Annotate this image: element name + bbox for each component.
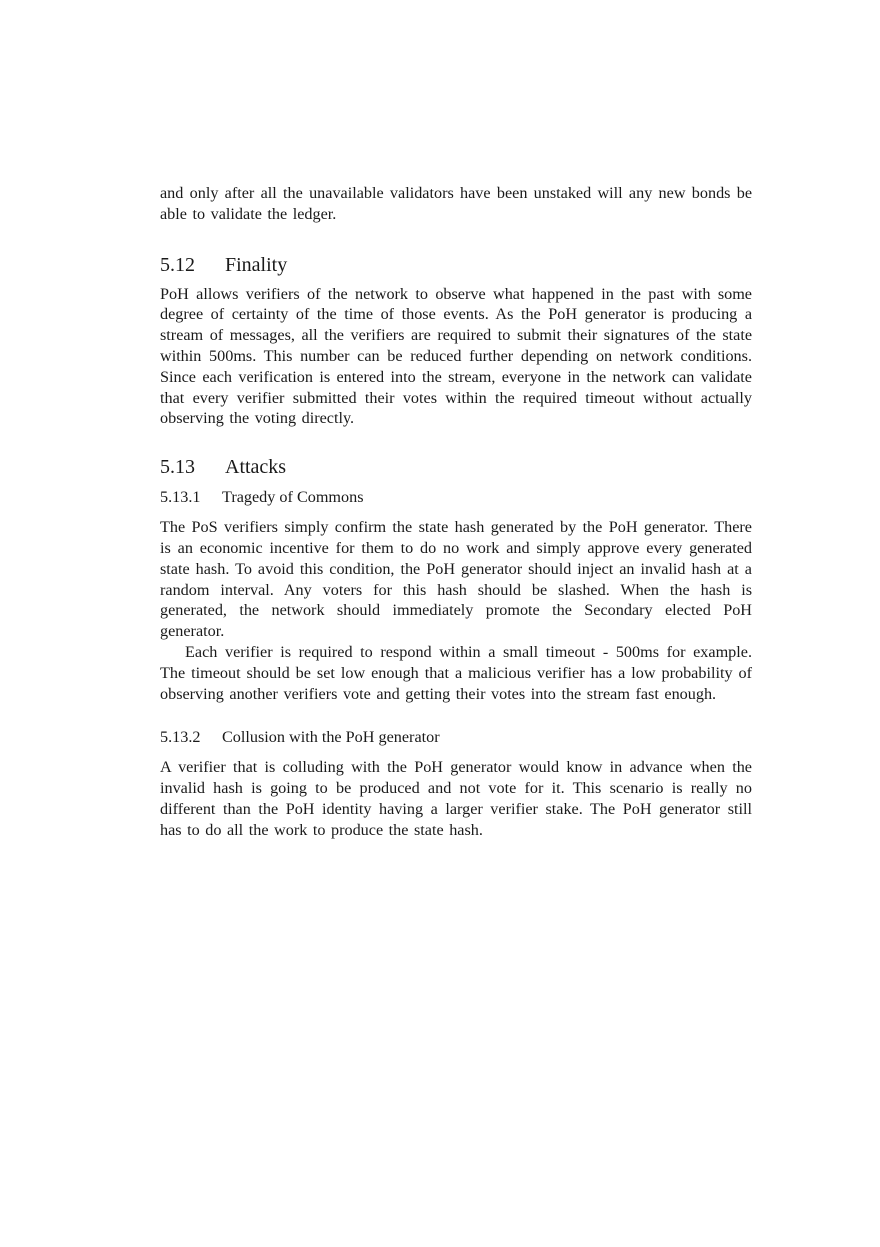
section-title: Attacks: [225, 456, 287, 479]
subsection-heading-tragedy: [160, 487, 752, 507]
collusion-paragraph: A verifier that is colluding with the PoH generator would know in advance when the invalid hash is going to be produced and not vote for it. This scenario is really no different than the PoH identity having a larger verifier stake. The PoH generator still has to do all the work to produce the state hash.: [160, 758, 752, 839]
subsection-number: 5.13.1: [160, 488, 201, 507]
page-content: [160, 183, 752, 841]
section-heading-finality: [160, 253, 752, 277]
subsection-title: Tragedy of Commons: [222, 488, 364, 507]
subsection-heading-collusion: [160, 727, 752, 747]
section-title: Finality: [225, 253, 288, 276]
tragedy-paragraph-1: The PoS verifiers simply confirm the state hash generated by the PoH generator. There is an economic incentive for them to do no work and simply approve every generated state hash. To avoid this condition, the PoH generator should inject an invalid hash at a random interval. Any voters for this hash should be slashed. When the hash is generated, the network should immediately promote the Secondary elected PoH generator.: [160, 518, 752, 641]
finality-paragraph: PoH allows verifiers of the network to observe what happened in the past with some degree of certainty of the time of those events. As the PoH generator is producing a stream of messages, all the verifiers are required to submit their signatures of the state within 500ms. This number can be reduced further depending on network conditions. Since each verification is entered into the stream, everyone in the network can validate that every verifier submitted their votes within the required timeout without actually observing the voting directly.: [160, 284, 752, 428]
subsection-title: Collusion with the PoH generator: [222, 728, 440, 747]
section-number: 5.13: [160, 456, 195, 479]
section-number: 5.12: [160, 253, 195, 276]
section-heading-attacks: [160, 455, 752, 479]
intro-paragraph: and only after all the unavailable validators have been unstaked will any new bonds be able to validate the ledger.: [160, 184, 752, 223]
subsection-number: 5.13.2: [160, 728, 201, 747]
tragedy-paragraph-2: Each verifier is required to respond within a small timeout - 500ms for example. The timeout should be set low enough that a malicious verifier has a low probability of observing another verifiers vote and getting their votes into the stream fast enough.: [160, 642, 752, 703]
